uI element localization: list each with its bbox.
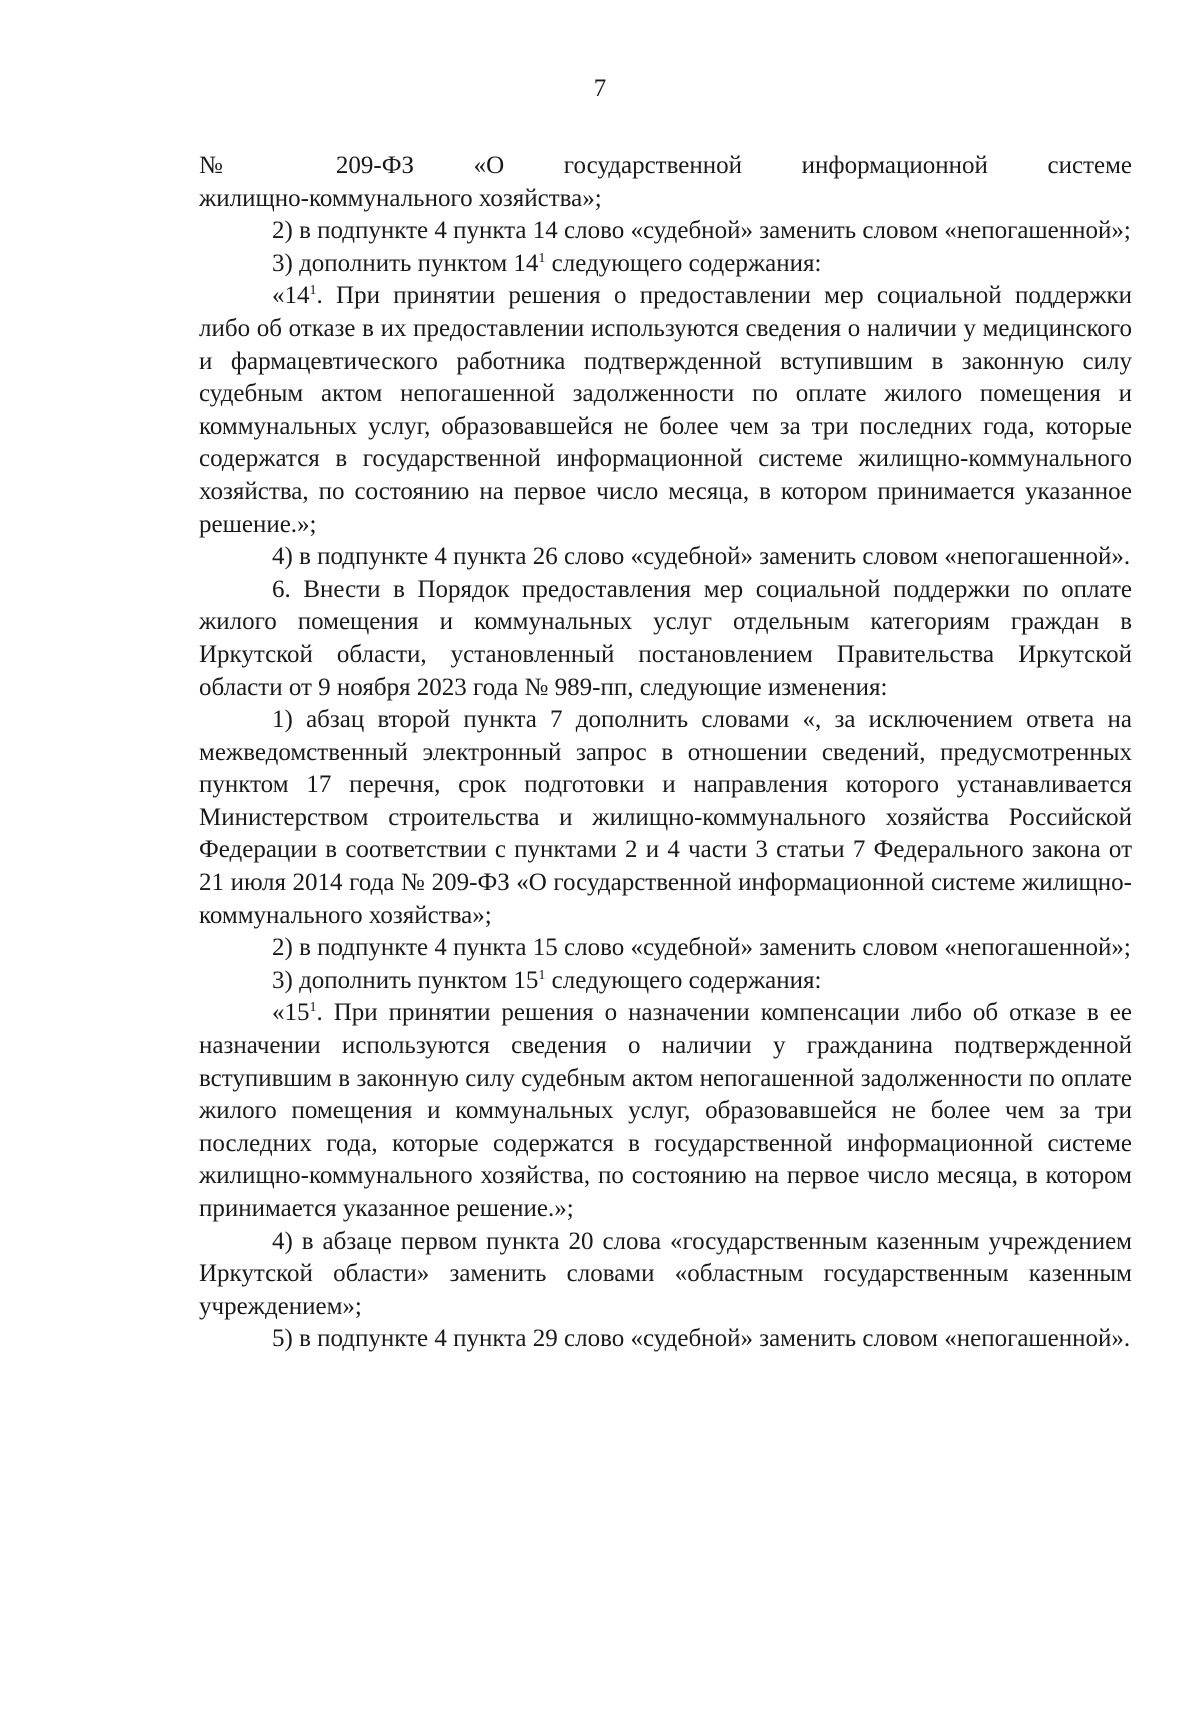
paragraph-item-4: 4) в подпункте 4 пункта 26 слово «судебной» заменить словом «непогашенной». [272,543,1131,571]
superscript: 1 [309,1000,317,1016]
superscript: 1 [538,250,546,266]
paragraph-point-15-1 [199,997,1132,1225]
paragraph-law-reference [199,150,1132,215]
paragraph-point-14-1 [199,280,1132,541]
text-span: . При принятии решения о предоставлении мер социальной поддержки либо об отказе в их предоставлении используются сведения о наличии у медицинского и фармацевтического работника подтвержденной вступившим в законную силу судебным актом непогашенной задолженности по оплате жилого помещения и коммунальных услуг, образовавшейся не более чем за три последних года, которые содержатся в государственной информационной системе жилищно-коммунального хозяйства, по состоянию на первое число месяца, в котором принимается указанное решение.»; [199,282,1132,538]
text-line: жилищно-коммунального хозяйства»; [199,184,602,212]
superscript: 1 [538,967,546,983]
paragraph-item-2: 2) в подпункте 4 пункта 15 слово «судебной» заменить словом «непогашенной»; [272,934,1131,962]
text-span: следующего содержания: [545,966,822,994]
paragraph-item-3 [199,248,1132,281]
paragraph-item-4: 4) в абзаце первом пункта 20 слова «государственным казенным учреждением Иркутской области» заменить словами «областным государственным казенным учреждением»; [199,1227,1132,1320]
text-span: «14 [272,282,310,310]
text-span: 3) дополнить пунктом 15 [272,966,539,994]
page-number: 7 [593,75,607,102]
paragraph-item-3 [199,965,1132,998]
text-line: № 209-ФЗ «О государственной информационной системе [199,152,1132,179]
text-span: 3) дополнить пунктом 14 [272,249,539,277]
text-span: следующего содержания: [545,249,822,277]
paragraph-item-1: 1) абзац второй пункта 7 дополнить словами «, за исключением ответа на межведомственный электронный запрос в отношении сведений, предусмотренных пунктом 17 перечня, срок подготовки и направления которого устанавливается Министерством строительства и жилищно-коммунального хозяйства Российской Федерации в соответствии с пунктами 2 и 4 части 3 статьи 7 Федерального закона от 21 июля 2014 года № 209-ФЗ «О государственной информационной системе жилищно-коммунального хозяйства»; [199,706,1132,929]
text-span: . При принятии решения о назначении компенсации либо об отказе в ее назначении используются сведения о наличии у гражданина подтвержденной вступившим в законную силу судебным актом непогашенной задолженности по оплате жилого помещения и коммунальных услуг, образовавшейся не более чем за три последних года, которые содержатся в государственной информационной системе жилищно-коммунального хозяйства, по состоянию на первое число месяца, в котором принимается указанное решение.»; [199,999,1132,1222]
paragraph-item-5: 5) в подпункте 4 пункта 29 слово «судебной» заменить словом «непогашенной». [272,1325,1131,1353]
paragraph-section-6: 6. Внести в Порядок предоставления мер социальной поддержки по оплате жилого помещения и коммунальных услуг отдельным категориям граждан в Иркутской области, установленный постановлением Правительства Иркутской области от 9 ноября 2023 года № 989-пп, следующие изменения: [199,575,1132,701]
text-span: «15 [272,999,310,1027]
superscript: 1 [309,283,317,299]
paragraph-item-2: 2) в подпункте 4 пункта 14 слово «судебной» заменить словом «непогашенной»; [272,217,1131,245]
document-body [199,150,1132,1356]
